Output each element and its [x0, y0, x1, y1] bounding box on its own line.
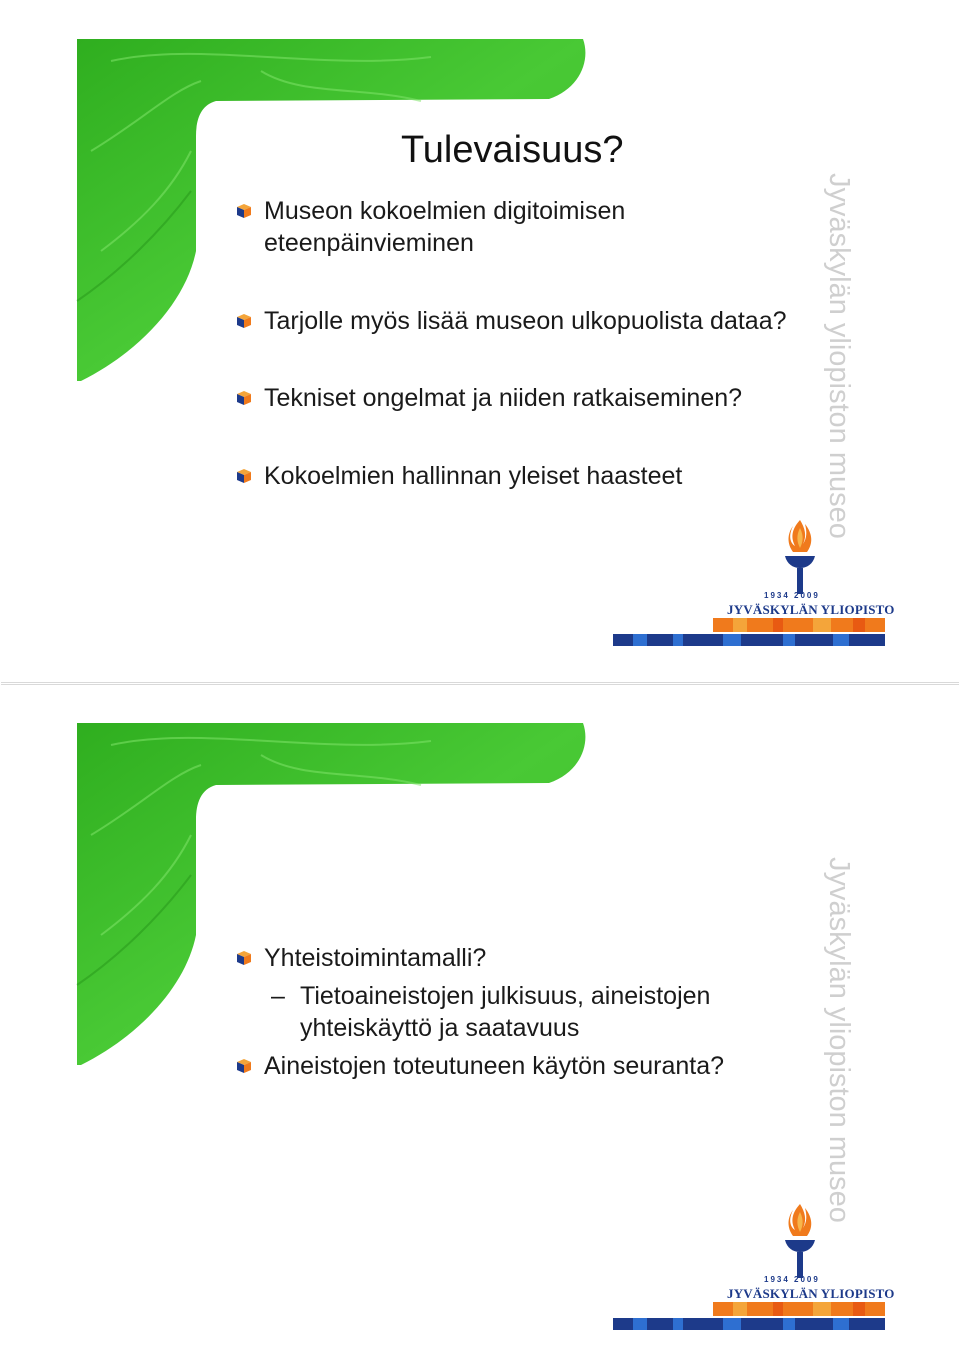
logo-name: JYVÄSKYLÄN YLIOPISTO: [727, 1286, 895, 1301]
logo-years: 1934 2009: [764, 1275, 820, 1284]
list-spacer: [237, 414, 797, 460]
bullet-text: Tietoaineistojen julkisuus, aineistojen yhteiskäyttö ja saatavuus: [300, 982, 711, 1042]
cube-icon: [237, 204, 251, 218]
bullet-list: [237, 942, 797, 1082]
list-item: [237, 305, 797, 337]
bullet-text: Kokoelmien hallinnan yleiset haasteet: [264, 462, 683, 490]
list-item: [237, 460, 797, 492]
cube-icon: [237, 391, 251, 405]
sub-list-item: [237, 980, 797, 1044]
slide-title: Tulevaisuus?: [401, 129, 624, 171]
slide-2: Yhteistoimintamalli? – Tietoaineistojen julkisuus, aineistojen yhteiskäyttö ja saatavuus Aineistojen toteutuneen käytön seuranta? Jyväskylän yliopiston museo 1934 2009 JYVÄSKYLÄN YLIOPISTO: [1, 684, 959, 1367]
list-item: [237, 942, 797, 974]
cube-icon: [237, 314, 251, 328]
list-spacer: [237, 259, 797, 305]
logo-years: 1934 2009: [764, 591, 820, 600]
cube-icon: [237, 469, 251, 483]
color-stripes: [613, 1302, 885, 1332]
bullet-text: Museon kokoelmien digitoimisen eteenpäinvieminen: [264, 197, 626, 257]
list-spacer: [237, 337, 797, 382]
list-item: [237, 195, 797, 259]
logo-name: JYVÄSKYLÄN YLIOPISTO: [727, 602, 895, 617]
slide-1: Tulevaisuus? Museon kokoelmien digitoimisen eteenpäinvieminen Tarjolle myös lisää museon ulkopuolista dataa? Tekniset ongelmat ja niiden ratkaiseminen? Kokoelmien hallinnan yleiset haasteet Jyväskylän yliopiston museo 1934 2009 JYVÄSKYLÄN YLIOPISTO: [1, 1, 959, 683]
university-logo: [613, 516, 895, 648]
bullet-text: Tekniset ongelmat ja niiden ratkaiseminen?: [264, 384, 743, 412]
university-logo: [613, 1200, 895, 1332]
list-item: [237, 1050, 797, 1082]
cube-icon: [237, 1059, 251, 1073]
cube-icon: [237, 951, 251, 965]
dash-marker: –: [271, 982, 285, 1010]
list-item: [237, 382, 797, 414]
bullet-list: [237, 195, 797, 492]
torch-icon: [781, 1200, 819, 1280]
color-stripes: [613, 618, 885, 648]
bullet-text: Tarjolle myös lisää museon ulkopuolista dataa?: [264, 307, 787, 335]
bullet-text: Yhteistoimintamalli?: [264, 944, 487, 972]
bullet-text: Aineistojen toteutuneen käytön seuranta?: [264, 1052, 725, 1080]
torch-icon: [781, 516, 819, 596]
